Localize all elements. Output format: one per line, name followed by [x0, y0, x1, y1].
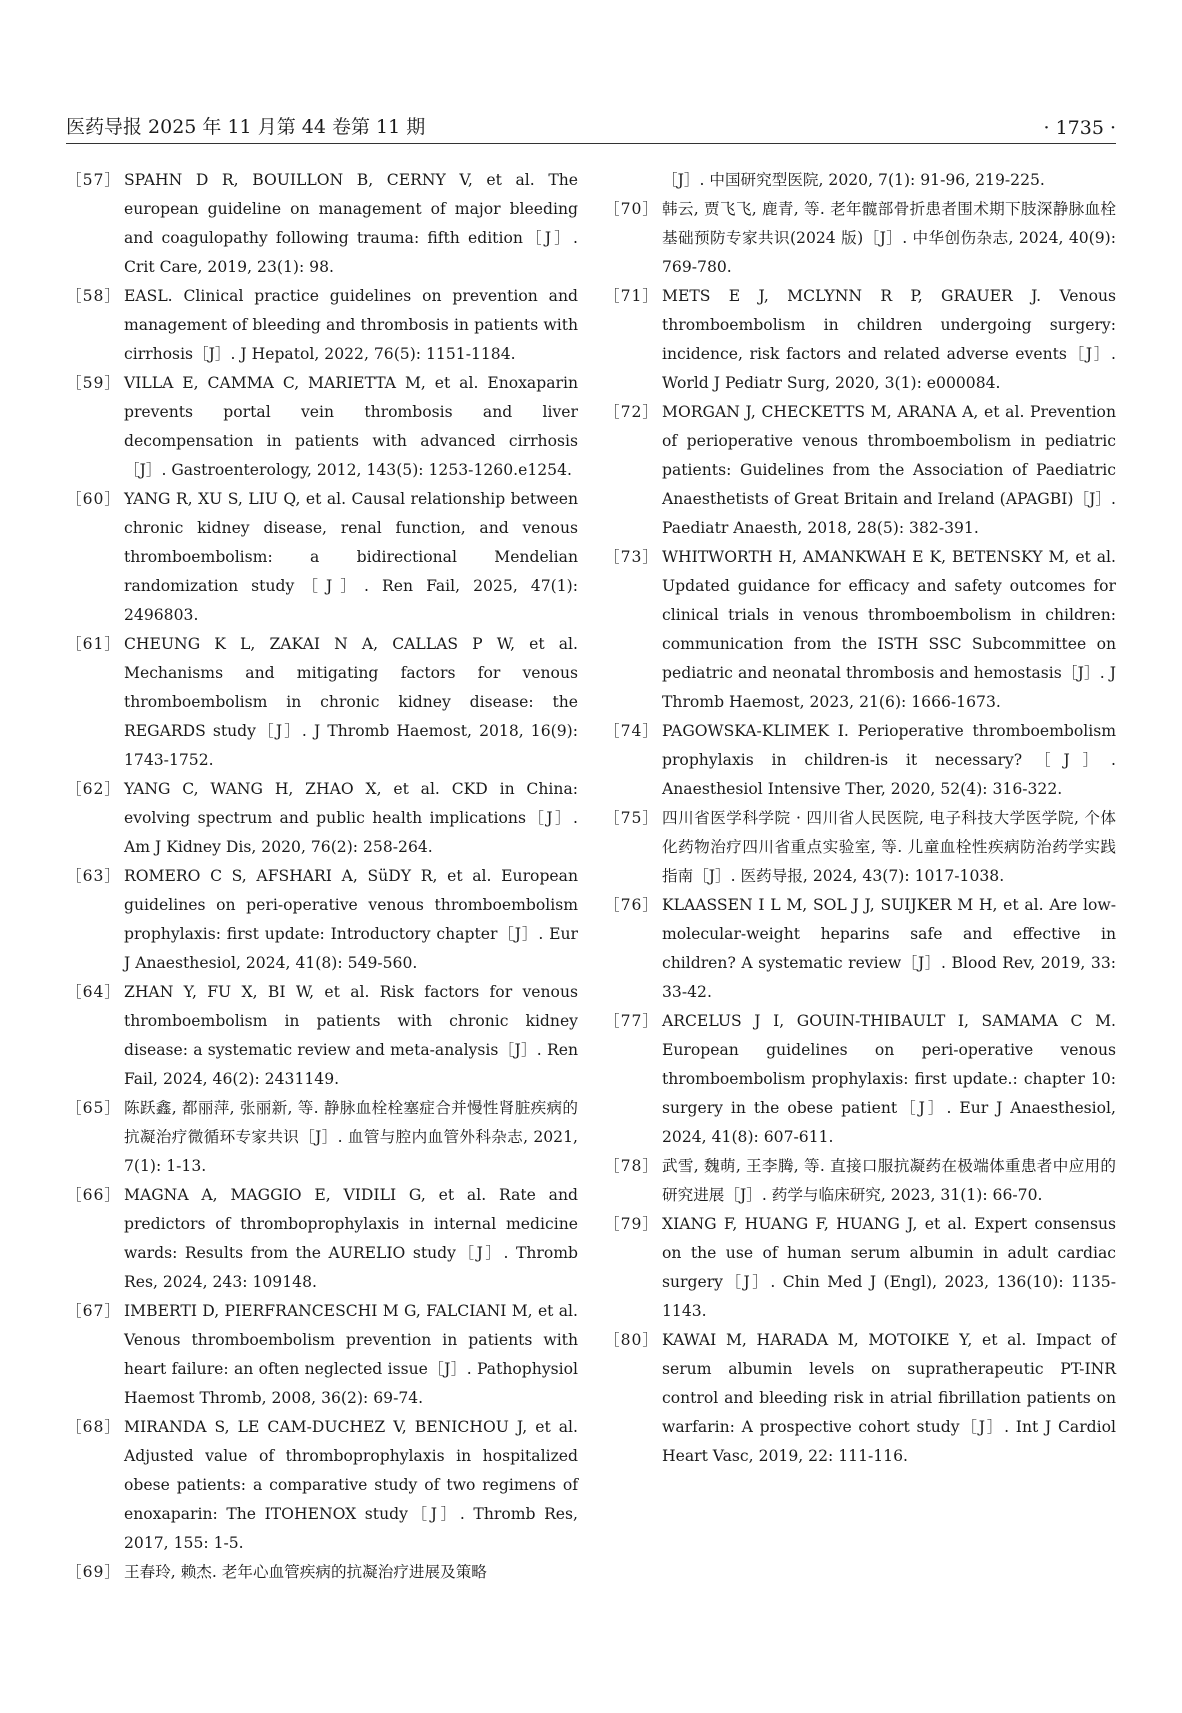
- reference-entry-70: [604, 195, 1116, 282]
- reference-number: ［72］: [604, 403, 660, 421]
- reference-number: ［79］: [604, 1215, 660, 1233]
- reference-entry-68: [66, 1413, 578, 1558]
- reference-text: 陈跃鑫, 都丽萍, 张丽新, 等. 静脉血栓栓塞症合并慢性肾脏疾病的抗凝治疗微循环专家共识［J］. 血管与腔内血管外科杂志, 2021, 7(1): 1-13.: [124, 1099, 578, 1175]
- reference-entry-61: [66, 630, 578, 775]
- reference-entry-80: [604, 1326, 1116, 1471]
- reference-list: [66, 166, 1116, 1587]
- reference-text: 四川省医学科学院 · 四川省人民医院, 电子科技大学医学院, 个体化药物治疗四川省重点实验室, 等. 儿童血栓性疾病防治药学实践指南［J］. 医药导报, 2024, 43(7): 1017-1038.: [662, 809, 1116, 885]
- reference-text: ARCELUS J I, GOUIN-THIBAULT I, SAMAMA C M. European guidelines on peri-operative venous thromboembolism prophylaxis: first update.: chapter 10: surgery in the obese patient［J］. Eur J Anaesthesiol, 2024, 41(8): 607-611.: [662, 1012, 1116, 1146]
- reference-text: VILLA E, CAMMA C, MARIETTA M, et al. Enoxaparin prevents portal vein thrombosis and liver decompensation in patients with advanced cirrhosis［J］. Gastroenterology, 2012, 143(5): 1253-1260.e1254.: [124, 374, 578, 479]
- reference-column-left: [66, 166, 578, 1587]
- reference-number: ［62］: [66, 780, 122, 798]
- reference-text: 韩云, 贾飞飞, 鹿青, 等. 老年髋部骨折患者围术期下肢深静脉血栓基础预防专家共识(2024 版)［J］. 中华创伤杂志, 2024, 40(9): 769-780.: [662, 200, 1116, 276]
- running-header: [66, 112, 1116, 144]
- reference-number: ［71］: [604, 287, 660, 305]
- reference-number: ［68］: [66, 1418, 122, 1436]
- reference-number: ［70］: [604, 200, 660, 218]
- reference-number: ［69］: [66, 1563, 122, 1581]
- reference-number: ［61］: [66, 635, 122, 653]
- reference-text: MAGNA A, MAGGIO E, VIDILI G, et al. Rate and predictors of thromboprophylaxis in internal medicine wards: Results from the AURELIO study［J］. Thromb Res, 2024, 243: 109148.: [124, 1186, 578, 1291]
- reference-text: MIRANDA S, LE CAM-DUCHEZ V, BENICHOU J, et al. Adjusted value of thromboprophylaxis in hospitalized obese patients: a comparative study of two regimens of enoxaparin: The ITOHENOX study［J］. Thromb Res, 2017, 155: 1-5.: [124, 1418, 578, 1552]
- reference-text: IMBERTI D, PIERFRANCESCHI M G, FALCIANI M, et al. Venous thromboembolism prevention in patients with heart failure: an often neglected issue［J］. Pathophysiol Haemost Thromb, 2008, 36(2): 69-74.: [124, 1302, 578, 1407]
- reference-entry-63: [66, 862, 578, 978]
- reference-number: ［64］: [66, 983, 122, 1001]
- reference-entry-65: [66, 1094, 578, 1181]
- reference-text: YANG R, XU S, LIU Q, et al. Causal relationship between chronic kidney disease, renal function, and venous thromboembolism: a bidirectional Mendelian randomization study［J］. Ren Fail, 2025, 47(1): 2496803.: [124, 490, 578, 624]
- reference-text: KAWAI M, HARADA M, MOTOIKE Y, et al. Impact of serum albumin levels on supratherapeutic PT-INR control and bleeding risk in atrial fibrillation patients on warfarin: A prospective cohort study［J］. Int J Cardiol Heart Vasc, 2019, 22: 111-116.: [662, 1331, 1116, 1465]
- reference-number: ［67］: [66, 1302, 122, 1320]
- reference-text: 武雪, 魏萌, 王李腾, 等. 直接口服抗凝药在极端体重患者中应用的研究进展［J］. 药学与临床研究, 2023, 31(1): 66-70.: [662, 1157, 1116, 1204]
- reference-text: WHITWORTH H, AMANKWAH E K, BETENSKY M, et al. Updated guidance for efficacy and safety outcomes for clinical trials in venous thromboembolism in children: communication from the ISTH SSC Subcommittee on pediatric and neonatal thrombosis and hemostasis［J］. J Thromb Haemost, 2023, 21(6): 1666-1673.: [662, 548, 1116, 711]
- journal-issue-title: 医药导报 2025 年 11 月第 44 卷第 11 期: [66, 116, 426, 138]
- reference-text: METS E J, MCLYNN R P, GRAUER J. Venous thromboembolism in children undergoing surgery: incidence, risk factors and related adverse events［J］. World J Pediatr Surg, 2020, 3(1): e000084.: [662, 287, 1116, 392]
- reference-entry-57: [66, 166, 578, 282]
- reference-entry-79: [604, 1210, 1116, 1326]
- reference-entry-67: [66, 1297, 578, 1413]
- reference-entry-66: [66, 1181, 578, 1297]
- reference-text: EASL. Clinical practice guidelines on prevention and management of bleeding and thrombosis in patients with cirrhosis［J］. J Hepatol, 2022, 76(5): 1151-1184.: [124, 287, 578, 363]
- reference-number: ［76］: [604, 896, 660, 914]
- reference-number: ［66］: [66, 1186, 122, 1204]
- reference-number: ［80］: [604, 1331, 660, 1349]
- reference-text: MORGAN J, CHECKETTS M, ARANA A, et al. Prevention of perioperative venous thromboembolism in pediatric patients: Guidelines from the Association of Paediatric Anaesthetists of Great Britain and Ireland (APAGBI)［J］. Paediatr Anaesth, 2018, 28(5): 382-391.: [662, 403, 1116, 537]
- reference-number: ［75］: [604, 809, 660, 827]
- reference-entry-58: [66, 282, 578, 369]
- reference-text: YANG C, WANG H, ZHAO X, et al. CKD in China: evolving spectrum and public health implications［J］. Am J Kidney Dis, 2020, 76(2): 258-264.: [124, 780, 578, 856]
- reference-text: ［J］. 中国研究型医院, 2020, 7(1): 91-96, 219-225.: [662, 171, 1045, 189]
- reference-entry-62: [66, 775, 578, 862]
- reference-entry-73: [604, 543, 1116, 717]
- reference-number: ［78］: [604, 1157, 660, 1175]
- reference-number: ［58］: [66, 287, 122, 305]
- reference-entry-69-continued: [604, 166, 1116, 195]
- reference-entry-60: [66, 485, 578, 630]
- reference-text: ROMERO C S, AFSHARI A, SüDY R, et al. European guidelines on peri-operative venous thromboembolism prophylaxis: first update: Introductory chapter［J］. Eur J Anaesthesiol, 2024, 41(8): 549-560.: [124, 867, 578, 972]
- reference-column-right: [604, 166, 1116, 1587]
- reference-entry-71: [604, 282, 1116, 398]
- reference-text: XIANG F, HUANG F, HUANG J, et al. Expert consensus on the use of human serum albumin in adult cardiac surgery［J］. Chin Med J (Engl), 2023, 136(10): 1135-1143.: [662, 1215, 1116, 1320]
- reference-entry-64: [66, 978, 578, 1094]
- reference-number: ［65］: [66, 1099, 122, 1117]
- reference-text: PAGOWSKA-KLIMEK I. Perioperative thromboembolism prophylaxis in children-is it necessary?［J］. Anaesthesiol Intensive Ther, 2020, 52(4): 316-322.: [662, 722, 1116, 798]
- page-number: · 1735 ·: [1043, 117, 1116, 139]
- reference-number: ［59］: [66, 374, 122, 392]
- reference-entry-69: [66, 1558, 578, 1587]
- reference-number: ［73］: [604, 548, 660, 566]
- reference-text: CHEUNG K L, ZAKAI N A, CALLAS P W, et al. Mechanisms and mitigating factors for venous thromboembolism in chronic kidney disease: the REGARDS study［J］. J Thromb Haemost, 2018, 16(9): 1743-1752.: [124, 635, 578, 769]
- reference-text: ZHAN Y, FU X, BI W, et al. Risk factors for venous thromboembolism in patients with chronic kidney disease: a systematic review and meta-analysis［J］. Ren Fail, 2024, 46(2): 2431149.: [124, 983, 578, 1088]
- reference-text: SPAHN D R, BOUILLON B, CERNY V, et al. The european guideline on management of major bleeding and coagulopathy following trauma: fifth edition［J］. Crit Care, 2019, 23(1): 98.: [124, 171, 578, 276]
- reference-number: ［77］: [604, 1012, 660, 1030]
- reference-entry-78: [604, 1152, 1116, 1210]
- reference-number: ［74］: [604, 722, 660, 740]
- reference-entry-74: [604, 717, 1116, 804]
- reference-text: 王春玲, 赖杰. 老年心血管疾病的抗凝治疗进展及策略: [124, 1563, 487, 1581]
- reference-number: ［57］: [66, 171, 122, 189]
- reference-entry-72: [604, 398, 1116, 543]
- reference-number: ［60］: [66, 490, 122, 508]
- reference-number: ［63］: [66, 867, 122, 885]
- reference-entry-75: [604, 804, 1116, 891]
- reference-text: KLAASSEN I L M, SOL J J, SUIJKER M H, et al. Are low-molecular-weight heparins safe and effective in children? A systematic review［J］. Blood Rev, 2019, 33: 33-42.: [662, 896, 1116, 1001]
- reference-entry-76: [604, 891, 1116, 1007]
- reference-entry-77: [604, 1007, 1116, 1152]
- reference-entry-59: [66, 369, 578, 485]
